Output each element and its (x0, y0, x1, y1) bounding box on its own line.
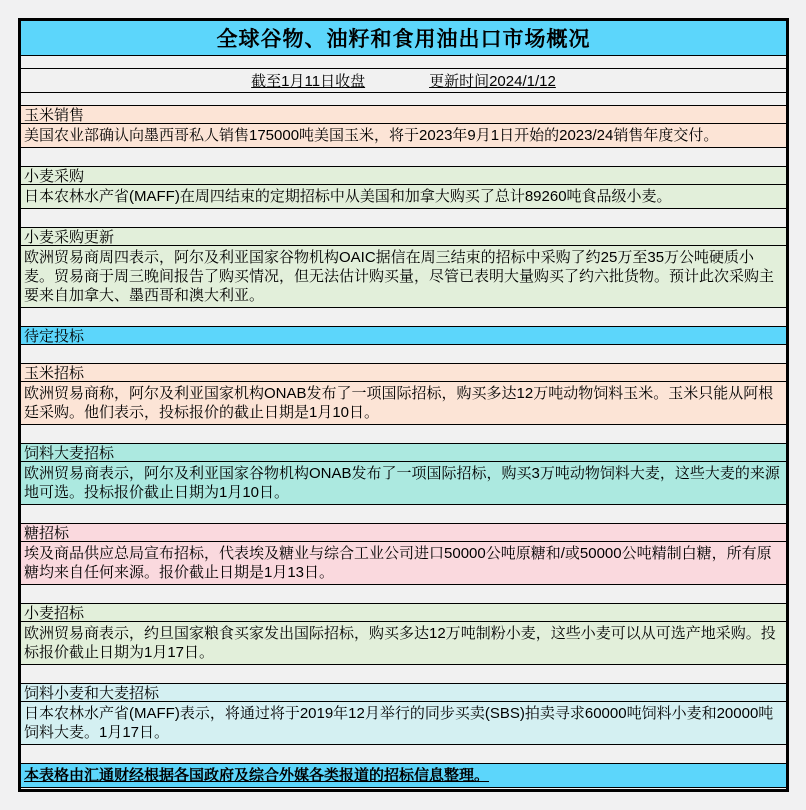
section-header: 饲料小麦和大麦招标 (21, 684, 786, 702)
section-body: 欧洲贸易商表示，约旦国家粮食买家发出国际招标，购买多达12万吨制粉小麦，这些小麦可以从可选产地采购。投标报价截止日期为1月17日。 (21, 622, 786, 665)
section-header: 饲料大麦招标 (21, 444, 786, 462)
as-of-date: 截至1月11日收盘 (251, 73, 366, 90)
subtitle-row (21, 69, 786, 93)
page-title-text: 全球谷物、油籽和食用油出口市场概况 (216, 28, 591, 51)
section-header: 小麦采购 (21, 167, 786, 185)
update-time: 更新时间2024/1/12 (429, 73, 556, 90)
row-spacer (21, 505, 786, 524)
pending-tenders-divider: 待定投标 (21, 327, 786, 345)
section-body: 美国农业部确认向墨西哥私人销售175000吨美国玉米，将于2023年9月1日开始的2023/24销售年度交付。 (21, 124, 786, 148)
section-body: 日本农林水产省(MAFF)在周四结束的定期招标中从美国和加拿大购买了总计89260吨食品级小麦。 (21, 185, 786, 209)
source-note-text: 本表格由汇通财经根据各国政府及综合外媒各类报道的招标信息整理。 (24, 767, 490, 784)
section-header: 玉米招标 (21, 364, 786, 382)
section-header: 糖招标 (21, 524, 786, 542)
row-spacer (21, 148, 786, 167)
section-body: 欧洲贸易商周四表示，阿尔及利亚国家谷物机构OAIC据信在周三结束的招标中采购了约25万至35万公吨硬质小麦。贸易商于周三晚间报告了购买情况，但无法估计购买量，尽管已表明大量购买了约六批货物。预计此次采购主要来自加拿大、墨西哥和澳大利亚。 (21, 246, 786, 308)
source-note-row (21, 764, 786, 788)
row-spacer (21, 585, 786, 604)
row-spacer (21, 425, 786, 444)
section-header: 小麦采购更新 (21, 228, 786, 246)
section-body: 日本农林水产省(MAFF)表示，将通过将于2019年12月举行的同步买卖(SBS)拍卖寻求60000吨饲料小麦和20000吨饲料大麦。1月17日。 (21, 702, 786, 745)
page-title (21, 21, 786, 56)
section-header: 玉米销售 (21, 106, 786, 124)
section-body: 欧洲贸易商表示，阿尔及利亚国家谷物机构ONAB发布了一项国际招标，购买3万吨动物饲料大麦，这些大麦的来源地可选。投标报价截止日期为1月10日。 (21, 462, 786, 505)
row-spacer (21, 308, 786, 327)
row-spacer (21, 93, 786, 106)
row-spacer (21, 665, 786, 684)
row-spacer (21, 345, 786, 364)
section-header: 小麦招标 (21, 604, 786, 622)
section-body: 欧洲贸易商称，阿尔及利亚国家机构ONAB发布了一项国际招标，购买多达12万吨动物饲料玉米。玉米只能从阿根廷采购。他们表示，投标报价的截止日期是1月10日。 (21, 382, 786, 425)
row-spacer (21, 745, 786, 764)
market-overview-table (18, 18, 789, 792)
row-spacer (21, 56, 786, 69)
row-spacer (21, 209, 786, 228)
section-body: 埃及商品供应总局宣布招标，代表埃及糖业与综合工业公司进口50000公吨原糖和/或50000公吨精制白糖，所有原糖均来自任何来源。报价截止日期是1月13日。 (21, 542, 786, 585)
row-spacer (21, 788, 786, 789)
